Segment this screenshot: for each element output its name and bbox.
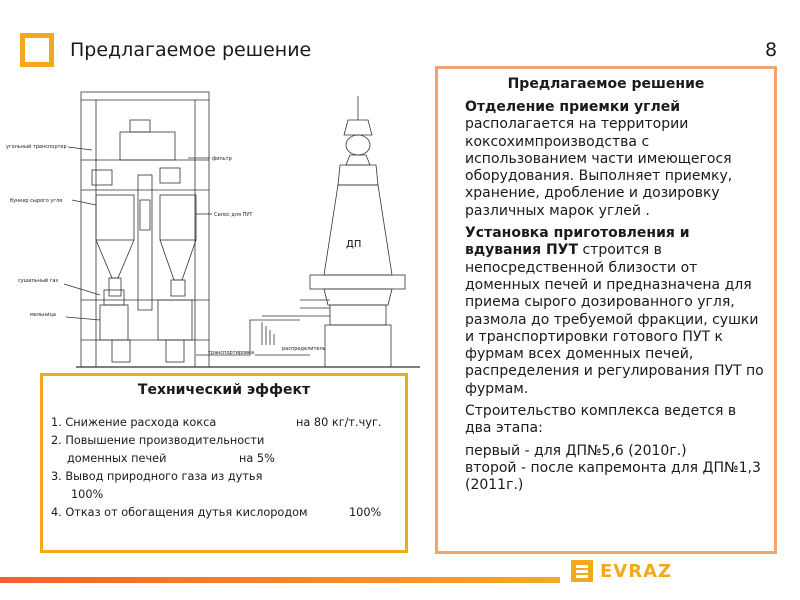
- label-transport: транспортировка: [208, 350, 255, 356]
- panel-body: [465, 99, 765, 495]
- technical-effect-panel: [40, 373, 408, 553]
- effect-label: доменных печей: [67, 452, 167, 465]
- footer-brand: EVRAZ: [600, 561, 673, 582]
- page-number: 8: [765, 39, 778, 61]
- label-raw-coal-bunker: бункер сырого угля: [10, 198, 63, 204]
- effect-row: [51, 432, 308, 450]
- paragraph-heading: Установка приготовления и вдувания ПУТ: [465, 225, 690, 259]
- label-distributor: распределитель: [282, 346, 326, 352]
- effect-row: [51, 486, 308, 504]
- paragraph-text: строится в непосредственной близости от доменных печей и предназначена для приема сырого дозированного угля, размола до требуемой фракции, сушки и транспортировки готового ПУТ к фурмам всех доменных печей, распределения и регулирования ПУТ по фурмам.: [465, 242, 764, 397]
- paragraph-construction: Строительство комплекса ведется в два этапа:: [465, 403, 737, 437]
- label-coal-conveyor: угольный транспортер: [6, 144, 67, 150]
- evraz-logo-icon: [571, 560, 593, 582]
- paragraph-coal-receiving: [465, 99, 765, 220]
- label-blast-furnace: ДП: [346, 239, 362, 250]
- effect-row: [51, 450, 308, 468]
- effect-label: 100%: [71, 488, 104, 501]
- paragraph-text: располагается на территории коксохимпроизводства с использованием части имеющегося оборудования. Выполняет приемку, хранение, дробление и дозировку различных марок углей .: [465, 116, 733, 219]
- paragraph-stage-2: второй - после капремонта для ДП№1,3 (2011г.): [465, 459, 761, 494]
- effect-row: [51, 468, 308, 486]
- effect-row: [51, 414, 382, 432]
- effect-value: на 5%: [239, 452, 275, 465]
- effect-value: на 80 кг/т.чуг.: [296, 416, 382, 429]
- paragraph-heading: Отделение приемки углей: [465, 99, 681, 115]
- label-mill: мельница: [30, 312, 56, 318]
- paragraph-stage-1: первый - для ДП№5,6 (2010г.): [465, 442, 687, 459]
- effects-list: [51, 414, 382, 522]
- label-filter: фильтр: [212, 156, 232, 162]
- effect-label: 1. Снижение расхода кокса: [51, 416, 217, 429]
- effect-value: 100%: [349, 506, 382, 519]
- panel-title: Технический эффект: [137, 382, 311, 398]
- proposed-solution-panel: [435, 66, 777, 554]
- page-title: Предлагаемое решение: [70, 39, 312, 61]
- effect-label: 2. Повышение производительности: [51, 434, 265, 447]
- effect-label: 3. Вывод природного газа из дутья: [51, 470, 263, 483]
- panel-title: Предлагаемое решение: [507, 76, 705, 92]
- footer-accent-bar: [0, 577, 560, 583]
- paragraph-pci-unit: [465, 225, 765, 398]
- pci-plant-diagram: [0, 0, 430, 372]
- effect-row: [51, 504, 382, 522]
- effect-label: 4. Отказ от обогащения дутья кислородом: [51, 506, 308, 519]
- label-drying-gas: сушильный газ: [18, 278, 59, 284]
- label-put-silo: Силос для ПУТ: [214, 212, 253, 218]
